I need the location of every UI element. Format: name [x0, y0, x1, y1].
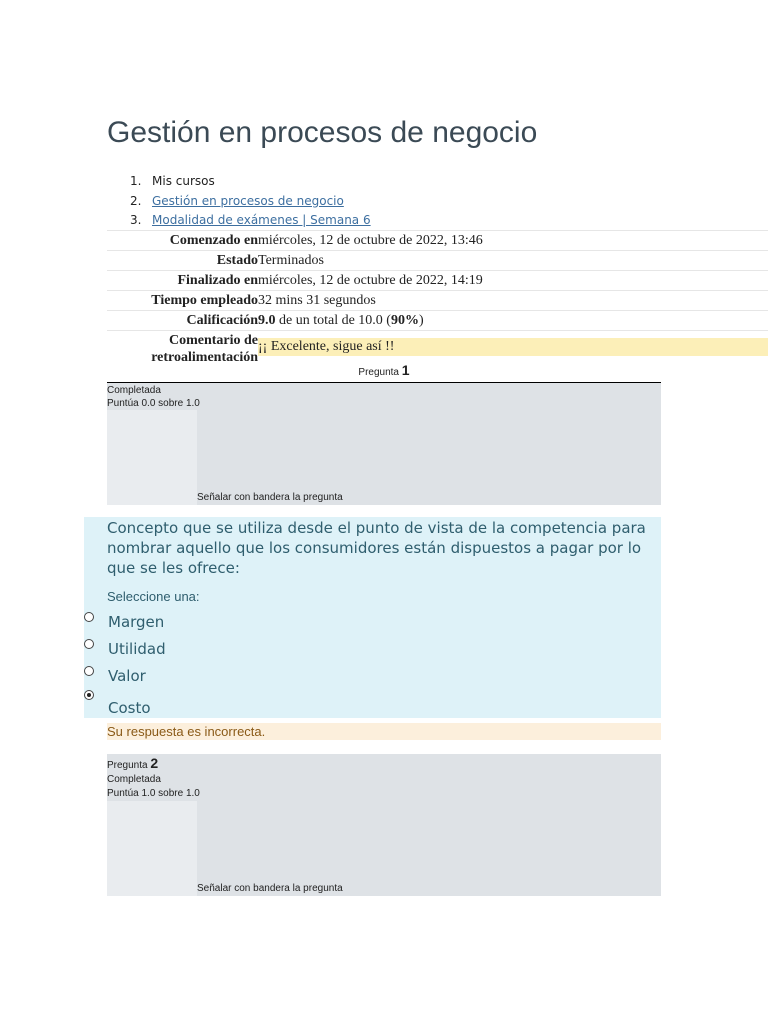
- info-sidebar: [107, 801, 197, 896]
- summary-label: Tiempo empleado: [151, 292, 258, 308]
- flag-question-link[interactable]: Señalar con bandera la pregunta: [197, 492, 343, 503]
- grade-percent: 90%: [390, 312, 419, 328]
- summary-label: [107, 331, 258, 366]
- summary-value: miércoles, 12 de octubre de 2022, 13:46: [258, 232, 483, 248]
- question-1-info: [107, 383, 661, 505]
- grade-close: ): [418, 312, 424, 328]
- breadcrumb-link-course[interactable]: Gestión en procesos de negocio: [152, 193, 344, 208]
- radio-button[interactable]: [84, 612, 94, 622]
- attempt-summary-table: [107, 230, 768, 367]
- question-2-info: [107, 754, 661, 896]
- radio-button[interactable]: [84, 666, 94, 676]
- question-1-content: [84, 517, 661, 718]
- summary-row-time: [107, 290, 768, 310]
- question-number: 2: [150, 755, 159, 771]
- breadcrumb-item-mis-cursos[interactable]: [130, 172, 371, 192]
- select-prompt: Seleccione una:: [107, 589, 200, 604]
- breadcrumb-number: 2.: [130, 193, 142, 208]
- summary-value: [258, 313, 768, 329]
- overall-feedback: ¡¡ Excelente, sigue así !!: [258, 338, 768, 356]
- option-label: Valor: [108, 667, 146, 685]
- summary-value: miércoles, 12 de octubre de 2022, 14:19: [258, 272, 483, 288]
- grade-score: 9.0: [258, 312, 276, 328]
- breadcrumb-label[interactable]: Mis cursos: [152, 174, 215, 188]
- question-number: 1: [401, 362, 410, 378]
- grade-total: de un total de 10.0 (: [275, 312, 391, 328]
- question-label: Pregunta: [358, 367, 399, 378]
- question-score: Puntúa 0.0 sobre 1.0: [107, 398, 200, 409]
- answer-feedback: Su respuesta es incorrecta.: [107, 723, 661, 740]
- breadcrumb-item-course[interactable]: [130, 192, 371, 212]
- feedback-label-line1: Comentario de: [168, 333, 258, 348]
- radio-button-selected[interactable]: [84, 690, 94, 700]
- summary-row-state: [107, 250, 768, 270]
- feedback-label-line2: retroalimentación: [151, 350, 258, 365]
- question-text: Concepto que se utiliza desde el punto de vista de la competencia para nombrar aquello que los consumidores están dispuestos a pagar por lo que se les ofrece:: [107, 519, 646, 577]
- question-1-header: [107, 362, 661, 383]
- summary-value: 32 mins 31 segundos: [258, 292, 376, 308]
- option-label: Margen: [108, 613, 165, 631]
- page-title: Gestión en procesos de negocio: [107, 116, 538, 149]
- question-label: Pregunta: [107, 760, 148, 771]
- summary-value: Terminados: [258, 252, 324, 268]
- summary-label: Comenzado en: [169, 232, 258, 248]
- summary-label: Finalizado en: [177, 272, 258, 288]
- summary-label: Calificación: [186, 312, 258, 328]
- breadcrumb-item-exam[interactable]: [130, 211, 371, 231]
- summary-row-grade: [107, 310, 768, 330]
- option-label: Costo: [108, 699, 151, 717]
- summary-row-started: [107, 230, 768, 250]
- info-sidebar: [107, 410, 197, 505]
- flag-question-link[interactable]: Señalar con bandera la pregunta: [197, 883, 343, 894]
- question-status: Completada: [107, 774, 161, 785]
- option-label: Utilidad: [108, 640, 166, 658]
- summary-label: Estado: [216, 252, 258, 268]
- summary-row-finished: [107, 270, 768, 290]
- question-2-header: [107, 755, 158, 771]
- breadcrumb-link-exam[interactable]: Modalidad de exámenes | Semana 6: [152, 213, 371, 227]
- breadcrumb-number: 3.: [130, 213, 142, 227]
- question-status: Completada: [107, 385, 161, 396]
- radio-button[interactable]: [84, 639, 94, 649]
- question-score: Puntúa 1.0 sobre 1.0: [107, 788, 200, 799]
- breadcrumb-number: 1.: [130, 174, 142, 188]
- breadcrumb: [130, 172, 371, 231]
